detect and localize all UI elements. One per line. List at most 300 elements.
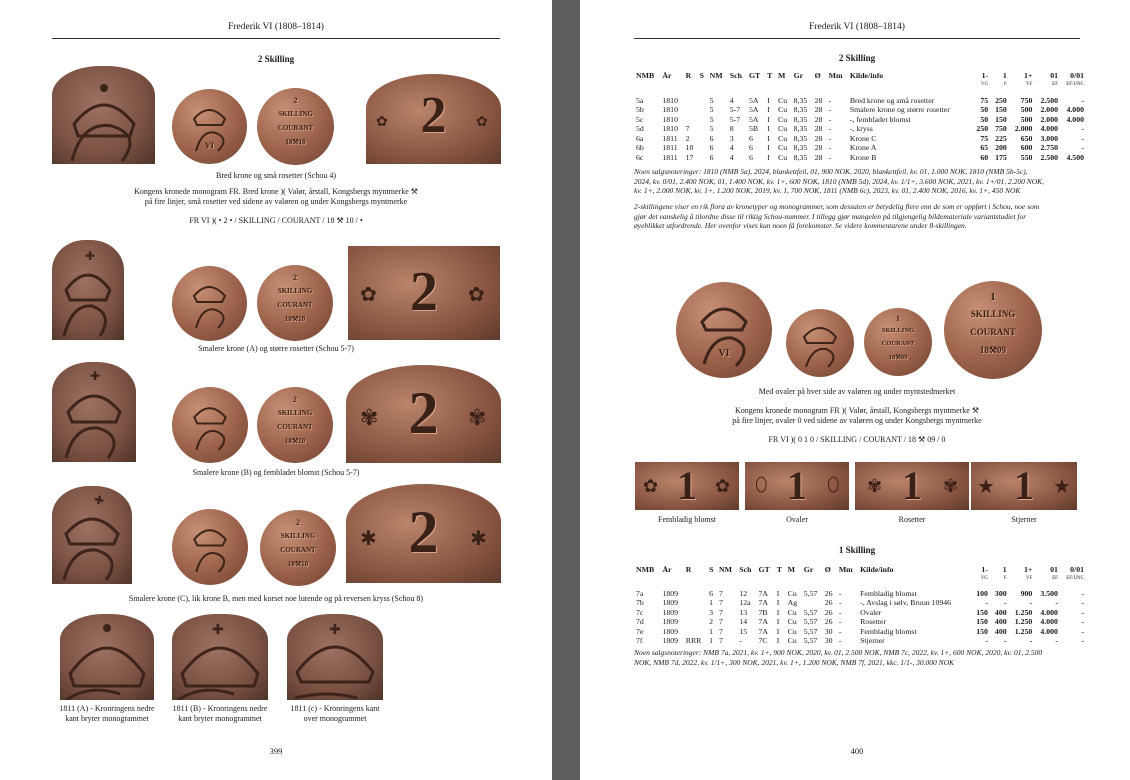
table-cell: 750 <box>995 124 1007 134</box>
col-nmb: NMB <box>636 71 655 80</box>
crown-detail-image <box>287 614 383 700</box>
variant-caption: Fembladig blomst <box>658 515 716 524</box>
image-caption: Smalere krone (A) og større rosetter (Schou 5-7) <box>198 344 354 353</box>
col-grade: 01 <box>1050 565 1058 574</box>
table-cell: 10 <box>685 143 694 153</box>
table-cell: Fembladig blomst <box>860 626 917 636</box>
col-gr: Gr <box>793 71 804 80</box>
table-cell: 1809 <box>662 588 679 598</box>
table-cell: 65 <box>980 143 989 153</box>
table-row <box>634 598 1086 608</box>
table-cell: 30 <box>824 626 833 636</box>
table-cell: 26 <box>824 607 833 617</box>
table-row <box>634 134 1086 144</box>
image-caption: Med ovaler på hver side av valøren og under myntstedmerket <box>758 387 956 396</box>
grade-label: VG <box>980 576 988 582</box>
right-page <box>580 0 1130 780</box>
sales-notes <box>634 648 1086 667</box>
table-cell: 7f <box>636 636 643 646</box>
table-cell: I <box>776 626 780 636</box>
table-cell: - <box>1081 598 1084 608</box>
obverse-coin-image <box>172 89 247 164</box>
table-cell: 4.000 <box>1040 124 1058 134</box>
table-cell: 5,57 <box>803 626 818 636</box>
crown-caption <box>163 704 277 724</box>
table-cell: 4 <box>729 95 734 105</box>
table-cell: 1810 <box>662 105 678 115</box>
obverse-closeup-image <box>52 362 136 462</box>
table-cell: I <box>776 598 780 608</box>
table-header-row <box>634 565 1086 574</box>
table-cell: 400 <box>994 626 1007 636</box>
table-cell: 28 <box>814 133 823 143</box>
section-title: 1 Skilling <box>838 545 876 555</box>
col-mm: Mm <box>828 71 843 80</box>
table-cell: 5 <box>709 114 714 124</box>
closeup-value: 1 <box>677 463 697 508</box>
table-cell: 4.000 <box>1040 617 1058 627</box>
coin-year: 18⚒10 <box>285 138 306 146</box>
table-cell: Cu <box>778 124 788 134</box>
table-cell: 5,57 <box>803 588 818 598</box>
table-cell: 7A <box>758 617 769 627</box>
svg-text:✚: ✚ <box>329 623 341 638</box>
table-cell: 1 <box>709 636 714 646</box>
table-cell: 175 <box>995 152 1007 162</box>
grade-label: EF/UNC <box>1066 82 1084 88</box>
table-row <box>634 636 1086 646</box>
star-icon: ★ <box>977 476 995 498</box>
oval-icon: ⬯ <box>827 474 840 496</box>
grade-subheader-row <box>634 574 1086 584</box>
table-cell: 2.000 <box>1014 124 1033 134</box>
header-rule <box>634 38 1080 39</box>
table-cell: 6a <box>636 133 644 143</box>
closeup-value: 1 <box>902 463 922 508</box>
coin-courant: COURANT <box>277 423 313 431</box>
grade-label: VF <box>1025 576 1033 582</box>
table-cell: 550 <box>1020 152 1033 162</box>
table-cell: I <box>767 152 770 162</box>
table-cell: 250 <box>995 95 1007 105</box>
table-cell: Ovaler <box>860 607 882 617</box>
col-info: Kilde/info <box>860 565 894 574</box>
table-cell: 900 <box>1020 588 1033 598</box>
table-cell: 750 <box>1020 95 1033 105</box>
table-body <box>634 96 1086 163</box>
commentary-line: øyeblikket utfordrende. Her ovenfor vises kun noen få forekomster. Se videre kommentarene under 8-skillingen. <box>634 221 967 230</box>
table-cell: 4.000 <box>1066 105 1084 115</box>
star-icon: ★ <box>1053 476 1071 498</box>
coin-skilling: SKILLING <box>277 409 313 417</box>
table-cell: 6 <box>709 588 714 598</box>
table-cell: 14 <box>739 617 748 627</box>
table-cell: 4.500 <box>1066 152 1084 162</box>
coin-vi-text: VI <box>718 348 730 359</box>
col-gt: GT <box>758 565 770 574</box>
table-cell: I <box>776 617 780 627</box>
image-caption: Smalere krone (B) og fembladet blomst (Schou 5-7) <box>192 468 360 477</box>
table-cell: -, Avslag i sølv, Bruun 10946 <box>860 598 952 608</box>
table-cell <box>684 598 707 608</box>
coin-value: 2 <box>293 96 298 105</box>
header-rule <box>52 38 500 39</box>
table-cell: Fembladig blomst <box>860 588 917 598</box>
crown-caption-line: 1811 (A) - Kronringens nedre <box>59 704 155 713</box>
coin-year: 18⚒09 <box>979 345 1007 355</box>
table-cell: 100 <box>976 588 988 598</box>
table-cell: - <box>739 636 742 646</box>
table-cell: 5-7 <box>729 105 741 115</box>
table-cell <box>698 143 708 153</box>
reverse-coin-image <box>257 265 333 341</box>
col-mm: Mm <box>838 565 853 574</box>
table-cell: 28 <box>814 105 823 115</box>
table-cell: - <box>838 607 842 617</box>
image-caption: Bred krone og små rosetter (Schou 4) <box>216 171 336 180</box>
coin-courant: COURANT <box>277 124 314 132</box>
running-header: Frederik VI (1808–1814) <box>809 22 905 32</box>
table-cell: I <box>767 143 770 153</box>
table-cell: 60 <box>980 152 989 162</box>
description-line: Kongens kronede monogram FR. Bred krone )( Valør, årstall, Kongsbergs myntmerke ⚒ <box>134 187 418 196</box>
table-cell: Rosetter <box>860 617 887 627</box>
table-cell: 6 <box>709 152 714 162</box>
col-r: R <box>685 71 692 80</box>
coin-value: 2 <box>293 395 297 404</box>
col-grade: 1 <box>1002 565 1007 574</box>
table-cell: 8 <box>729 124 734 134</box>
table-cell: 3 <box>709 607 714 617</box>
table-cell: 2.500 <box>1040 152 1058 162</box>
coin-courant: COURANT <box>280 546 316 554</box>
table-cell: - <box>1004 636 1007 646</box>
table-cell: 12a <box>739 598 751 608</box>
table-cell: - <box>1004 598 1007 608</box>
description-line: på fire linjer, små rosetter ved sidene av valøren og under Kongsbergs myntmerke <box>144 197 408 206</box>
table-cell: - <box>1081 617 1084 627</box>
table-cell: 5c <box>636 114 644 124</box>
table-cell: I <box>767 105 770 115</box>
col-s: S <box>709 565 714 574</box>
cross-icon: ✱ <box>360 528 377 550</box>
table-cell: 1809 <box>662 636 679 646</box>
table-cell: - <box>828 133 832 143</box>
table-cell: Cu <box>778 105 788 115</box>
col-r: R <box>685 565 692 574</box>
col-grade: 1+ <box>1024 71 1033 80</box>
variant-caption: Ovaler <box>786 515 808 524</box>
variant-caption: Rosetter <box>898 515 926 524</box>
reverse-coin-image <box>257 88 334 165</box>
table-cell: 5A <box>748 95 759 105</box>
table-cell: 26 <box>824 617 833 627</box>
table-cell: - <box>1081 124 1084 134</box>
crown-detail-image <box>172 614 268 700</box>
rosette-icon: ✿ <box>376 115 388 130</box>
table-cell: - <box>1055 598 1058 608</box>
table-cell: - <box>985 636 988 646</box>
col-grade: 0/01 <box>1070 71 1084 80</box>
col-t: T <box>776 565 782 574</box>
table-cell: 28 <box>814 143 823 153</box>
table-cell: - <box>838 636 842 646</box>
table-cell <box>684 96 698 106</box>
table-header-row <box>634 71 1086 80</box>
table-cell <box>684 589 707 599</box>
table-cell: - <box>1081 588 1084 598</box>
notes-line: Noen salgsnoteringer: 1810 (NMB 5a), 2024, blankettfeil, 01, 900 NOK, 2020, blankettfeil, kv. 01, 1.000 NOK, 1810 (NMB 5b-5c), <box>634 167 1028 176</box>
col-grade: 1 <box>1002 71 1007 80</box>
table-cell: - <box>1081 607 1084 617</box>
table-cell: 4.000 <box>1040 626 1058 636</box>
table-row <box>634 589 1086 599</box>
table-cell: 30 <box>824 636 833 646</box>
table-cell: 1.250 <box>1014 607 1033 617</box>
description-line: Kongens kronede monogram FR )( Valør, årstall, Kongsbergs myntmerke ⚒ <box>734 406 980 415</box>
table-cell: I <box>776 607 780 617</box>
description-line: på fire linjer, ovaler 0 ved sidene av valøren og under Kongsbergs myntmerke <box>732 416 982 425</box>
table-cell: 2.000 <box>1040 105 1058 115</box>
table-cell <box>698 96 708 106</box>
table-cell: 1811 <box>662 133 678 143</box>
oval-icon: ⬯ <box>755 474 768 496</box>
table-cell: - <box>1081 626 1084 636</box>
table-cell: Cu <box>787 588 797 598</box>
coin-skilling: SKILLING <box>881 327 915 334</box>
table-cell <box>684 115 698 125</box>
table-cell: Cu <box>787 607 797 617</box>
closeup-value: 2 <box>410 261 438 323</box>
table-cell: - <box>985 598 988 608</box>
table-cell: 28 <box>814 124 823 134</box>
sales-notes <box>634 167 1086 196</box>
grade-label: EF <box>1052 82 1058 88</box>
table-cell: 7 <box>719 598 723 608</box>
table-cell: Cu <box>778 152 788 162</box>
table-cell: 1.250 <box>1014 617 1033 627</box>
table-cell: 5a <box>636 95 644 105</box>
rosette-icon: ✿ <box>468 284 485 306</box>
table-cell: 1 <box>709 598 714 608</box>
table-cell: - <box>1029 598 1033 608</box>
table-cell: 8,35 <box>793 143 808 153</box>
table-cell: 7 <box>719 636 723 646</box>
table-cell: 5b <box>636 105 644 115</box>
table-cell: 7B <box>758 607 768 617</box>
coin-table-2-skilling <box>634 71 1086 162</box>
table-cell: 7 <box>685 124 690 134</box>
col-grade: 1- <box>981 71 989 80</box>
table-cell: 75 <box>980 133 989 143</box>
crown-caption-line: 1811 (c) - Kronringens kant <box>290 704 380 713</box>
svg-text:✚: ✚ <box>92 492 106 509</box>
commentary <box>634 202 1086 231</box>
table-cell: - <box>828 105 832 115</box>
table-cell <box>698 134 708 144</box>
closeup-value: 2 <box>408 380 439 446</box>
table-cell: - <box>828 124 832 134</box>
col-t: T <box>767 71 773 80</box>
table-cell: 1810 <box>662 124 678 134</box>
table-cell: 12 <box>739 588 748 598</box>
table-cell: 15 <box>739 626 748 636</box>
flower-icon: ✾ <box>468 405 487 430</box>
table-cell: 5,57 <box>803 607 818 617</box>
rosette-icon: ✿ <box>476 115 488 130</box>
col-nm: NM <box>709 71 723 80</box>
commentary-line: 2-skillingene viser en rik flora av kronetyper og monogrammer, som dessuten er betydelig flere enn de som er oppført i Schou, noe som <box>634 202 1040 211</box>
table-cell: Cu <box>778 114 788 124</box>
table-cell: RRR <box>685 636 702 646</box>
table-cell: Krone C <box>849 133 877 143</box>
table-cell: I <box>776 588 780 598</box>
col-grade: 0/01 <box>1070 565 1084 574</box>
section-title: 2 Skilling <box>838 53 876 63</box>
col-grade: 01 <box>1050 71 1058 80</box>
variant-closeup-image <box>971 462 1077 510</box>
table-cell: Cu <box>778 133 788 143</box>
table-cell: - <box>1081 143 1084 153</box>
obverse-coin-image <box>172 266 247 341</box>
table-cell: 3.500 <box>1040 588 1058 598</box>
legend-text: FR VI )( • 2 • / SKILLING / COURANT / 18 ⚒ 10 / • <box>189 216 363 225</box>
table-cell: 7d <box>636 617 644 627</box>
table-cell: Stjerner <box>860 636 885 646</box>
flower-icon: ✿ <box>715 476 731 496</box>
reverse-coin-image <box>260 510 336 586</box>
running-header: Frederik VI (1808–1814) <box>228 22 324 32</box>
table-cell: 50 <box>980 105 989 115</box>
table-cell: Krone B <box>849 152 877 162</box>
svg-text:✚: ✚ <box>212 623 224 638</box>
coin-courant: COURANT <box>277 301 313 309</box>
coin-value: 1 <box>990 291 996 303</box>
table-cell: 1811 <box>662 143 678 153</box>
reverse-coin-image <box>944 281 1042 379</box>
grade-label: VF <box>1025 82 1033 88</box>
notes-line: kv. 1+, 2.000 NOK, kv. 1+, 1.200 NOK, 2019, kv. 1, 700 NOK, 1811 (NMB 6c), 2023, kv. 01, 2.400 NOK, 2016, kv. 1+, 450 NOK <box>634 186 1021 195</box>
grade-subheader-row <box>634 80 1086 90</box>
table-cell: 150 <box>976 607 988 617</box>
table-row <box>634 105 1086 115</box>
table-cell: 650 <box>1020 133 1033 143</box>
table-cell: - <box>1055 636 1058 646</box>
table-row <box>634 143 1086 153</box>
table-cell: 4 <box>729 143 734 153</box>
variant-closeup-image <box>635 462 739 510</box>
table-row <box>634 153 1086 163</box>
table-cell: 6 <box>748 152 753 162</box>
table-cell: 5 <box>709 124 714 134</box>
reverse-closeup-image <box>348 246 500 340</box>
table-cell: 8,35 <box>793 133 808 143</box>
table-cell: 7a <box>636 588 644 598</box>
notes-line: 2024, kv. 0/01, 2.400 NOK, 01, 1.400 NOK, kv. 1+, 600 NOK, 1810 (NMB 5d), 2024, kv. 1/1+, 3.600 NOK, 2021, kv. 1+/01, 2.200 NOK, <box>634 176 1045 186</box>
table-cell: - <box>828 95 832 105</box>
closeup-value: 1 <box>1014 463 1034 508</box>
section-title: 2 Skilling <box>257 54 295 64</box>
col-diameter: Ø <box>824 565 831 574</box>
obverse-closeup-image <box>52 486 132 584</box>
reverse-closeup-image <box>346 484 501 583</box>
table-cell: 2.000 <box>1040 114 1058 124</box>
table-cell: 5A <box>748 114 759 124</box>
coin-skilling: SKILLING <box>970 309 1016 319</box>
table-cell: 7e <box>636 626 644 636</box>
table-cell: 150 <box>995 105 1007 115</box>
coin-year: 18⚒10 <box>284 437 306 445</box>
table-cell: 7A <box>758 598 769 608</box>
closeup-value: 2 <box>408 499 439 565</box>
rosette-icon: ✾ <box>943 476 959 496</box>
table-cell: 225 <box>995 133 1007 143</box>
table-cell: 1 <box>709 626 714 636</box>
svg-text:✚: ✚ <box>85 249 96 263</box>
coin-year: 18⚒09 <box>888 354 908 361</box>
col-m: M <box>778 71 786 80</box>
col-info: Kilde/info <box>849 71 884 80</box>
table-cell: 4.000 <box>1040 607 1058 617</box>
table-cell: 75 <box>980 95 989 105</box>
rosette-icon: ✾ <box>867 476 883 496</box>
table-cell: 7b <box>636 598 644 608</box>
table-cell: 4.000 <box>1066 114 1084 124</box>
table-cell: 150 <box>976 617 988 627</box>
table-cell: Cu <box>787 636 797 646</box>
table-cell: 3 <box>729 133 734 143</box>
crown-caption <box>278 704 392 724</box>
col-sch: Sch <box>739 565 752 574</box>
coin-year: 18⚒10 <box>287 560 309 568</box>
table-cell: Cu <box>778 95 788 105</box>
table-cell: - <box>838 626 842 636</box>
rosette-icon: ✿ <box>360 284 377 306</box>
table-cell <box>698 153 708 163</box>
left-page <box>0 0 552 780</box>
commentary-line: gjør det vanskelig å tilordne disse til riktig Schou-nummer. I tillegg gjør mangelen på tilgjengelig bildemateriale variantstudiet for <box>634 211 1027 221</box>
obverse-coin-image <box>786 309 854 377</box>
table-cell: I <box>767 95 770 105</box>
table-cell: Cu <box>787 626 797 636</box>
col-nmb: NMB <box>636 565 655 574</box>
table-cell: Krone A <box>849 143 877 153</box>
table-cell: 2.500 <box>1040 95 1058 105</box>
coin-table-1-skilling <box>634 565 1086 646</box>
coin-value: 2 <box>296 518 300 527</box>
table-cell: 6c <box>636 152 644 162</box>
obverse-closeup-image <box>52 240 124 340</box>
page-number: 400 <box>850 746 864 756</box>
table-cell <box>684 608 707 618</box>
coin-vi-text: VI <box>205 141 214 150</box>
table-cell: 6 <box>709 133 714 143</box>
coin-value: 1 <box>896 314 900 323</box>
table-cell: 2 <box>685 133 690 143</box>
table-cell: 5 <box>709 105 714 115</box>
table-cell: - <box>828 143 832 153</box>
table-row <box>634 115 1086 125</box>
table-cell <box>698 105 708 115</box>
crown-caption-line: over monogrammet <box>303 714 367 723</box>
table-cell: 13 <box>739 607 748 617</box>
variant-closeup-image <box>745 462 849 510</box>
table-cell: 2 <box>709 617 714 627</box>
coin-skilling: SKILLING <box>280 532 316 540</box>
table-cell <box>698 124 708 134</box>
table-cell: 17 <box>685 152 694 162</box>
table-cell: 2.750 <box>1040 143 1058 153</box>
